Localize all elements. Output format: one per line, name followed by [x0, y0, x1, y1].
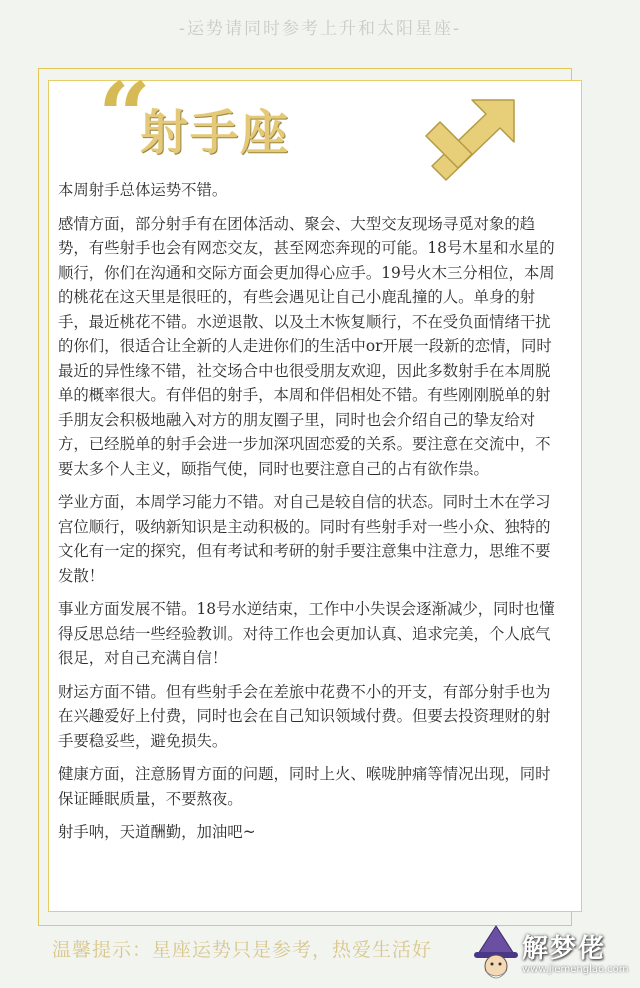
paragraph-study: 学业方面，本周学习能力不错。对自己是较自信的状态。同时土木在学习宫位顺行，吸纳新知识是主动积极的。同时有些射手对一些小众、独特的文化有一定的探究，但有考试和考研的射手要注意集中注意力，思维不要发散！ — [58, 493, 551, 585]
watermark-name: 解梦佬 — [522, 934, 607, 964]
paragraph-career: 事业方面发展不错。18号水逆结束，工作中小失误会逐渐减少，同时也懂得反思总结一些经验教训。对待工作也会更加认真、追求完美，个人底气很足，对自己充满自信！ — [58, 600, 555, 667]
quote-mark: “ — [98, 62, 151, 170]
wizard-logo-icon — [470, 924, 522, 982]
paragraph-wealth: 财运方面不错。但有些射手会在差旅中花费不小的开支，有部分射手也为在兴趣爱好上付费，同时也会在自己知识领域付费。但要去投资理财的射手要稳妥些，避免损失。 — [58, 682, 551, 750]
page-title: 射手座 — [140, 105, 291, 161]
watermark-url[interactable]: www.jiemenglao.com — [522, 964, 629, 975]
paragraph-health: 健康方面，注意肠胃方面的问题，同时上火、喉咙肿痛等情况出现，同时保证睡眠质量，不要熬夜。 — [58, 765, 551, 808]
top-banner: -运势请同时参考上升和太阳星座- — [178, 19, 462, 39]
site-watermark[interactable] — [470, 922, 640, 984]
sagittarius-icon — [410, 92, 520, 182]
footer-tip: 温馨提示：星座运势只是参考，热爱生活好 — [52, 939, 433, 961]
paragraph-love: 感情方面，部分射手有在团体活动、聚会、大型交友现场寻觅对象的趋势，有些射手也会有网恋交友，甚至网恋奔现的可能。18号木星和水星的顺行，你们在沟通和交际方面会更加得心应手。19号火木三分相位，本周的桃花在这天里是很旺的，有些会遇见让自己小鹿乱撞的人。单身的射手，最近桃花不错。水逆退散、以及土木恢复顺行，不在受负面情绪干扰的你们，很适合让全新的人走进你们的生活中or开展一段新的恋情，同时最近的异性缘不错，社交场合中也很受朋友欢迎，因此多数射手在本周脱单的概率很大。有伴侣的射手，本周和伴侣相处不错。有些刚刚脱单的射手朋友会积极地融入对方的朋友圈子里，同时也会介绍自己的挚友给对方，已经脱单的射手会进一步加深巩固恋爱的关系。要注意在交流中，不要太多个人主义，颐指气使，同时也要注意自己的占有欲作祟。 — [58, 214, 555, 478]
paragraph-closing: 射手呐，天道酬勤，加油吧~ — [58, 823, 256, 841]
paragraph-overall: 本周射手总体运势不错。 — [58, 181, 228, 199]
horoscope-content — [58, 178, 560, 854]
